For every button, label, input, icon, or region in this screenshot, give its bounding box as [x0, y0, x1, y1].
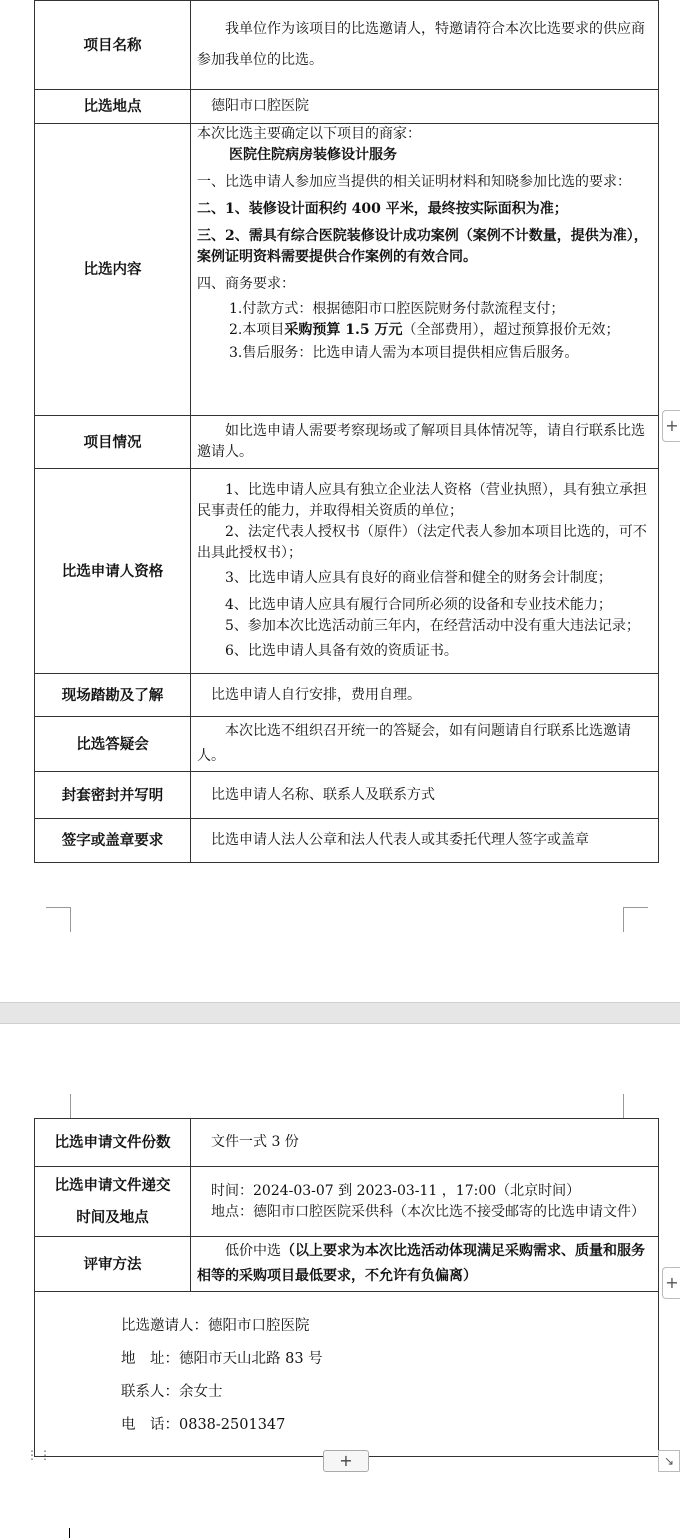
signature-text: 比选申请人法人公章和法人代表人或其委托代理人签字或盖章: [211, 832, 589, 848]
envelope-text: 比选申请人名称、联系人及联系方式: [211, 786, 435, 803]
label-evaluation: 评审方法: [35, 1237, 191, 1292]
qa-meeting-text: 本次比选不组织召开统一的答疑会，如有问题请自行联系比选邀请人。: [197, 723, 631, 764]
page-corner-mark: [623, 1094, 648, 1119]
inviter-address: 地 址：德阳市天山北路 83 号: [121, 1351, 323, 1367]
content-project-title: 医院住院病房装修设计服务: [229, 147, 397, 163]
project-name-text: 我单位作为该项目的比选邀请人，特邀请符合本次比选要求的供应商参加我单位的比选。: [197, 21, 645, 68]
submission-cell[interactable]: [191, 1167, 659, 1237]
qualification-6: 6、比选申请人具备有效的资质证书。: [225, 643, 458, 659]
label-content: 比选内容: [35, 124, 191, 416]
content-intro: 本次比选主要确定以下项目的商家：: [197, 126, 421, 142]
location-cell[interactable]: [191, 90, 659, 124]
qa-meeting-cell[interactable]: [191, 717, 659, 772]
table-resize-icon[interactable]: ↘: [658, 1450, 680, 1472]
procurement-table-2: [34, 1118, 659, 1457]
page-separator: [0, 1002, 680, 1024]
copies-cell[interactable]: [191, 1119, 659, 1167]
page-corner-mark: [46, 907, 71, 932]
location-text: 德阳市口腔医院: [211, 98, 309, 114]
content-req-2: 二、1、装修设计面积约 400 平米，最终按实际面积为准；: [197, 201, 568, 217]
label-project-status: 项目情况: [35, 416, 191, 469]
label-submission: [35, 1167, 191, 1237]
qualification-1: 1、比选申请人应具有独立企业法人资格（营业执照），具有独立承担民事责任的能力，并取得相关资质的单位；: [197, 482, 647, 519]
label-signature: 签字或盖章要求: [35, 819, 191, 863]
site-survey-text: 比选申请人自行安排，费用自理。: [211, 686, 421, 703]
inviter-name: 比选邀请人：德阳市口腔医院: [121, 1318, 310, 1334]
label-project-name: 项目名称: [35, 1, 191, 90]
content-payment: 1.付款方式：根据德阳市口腔医院财务付款流程支付；: [229, 301, 565, 317]
add-row-plus-icon[interactable]: +: [662, 410, 680, 442]
page-corner-mark: [46, 1094, 71, 1119]
content-budget: 2.本项目采购预算 1.5 万元（全部费用），超过预算报价无效；: [229, 322, 620, 338]
inviter-contact: 联系人：余女士: [121, 1384, 223, 1400]
project-name-cell[interactable]: [191, 1, 659, 90]
inviter-info-cell[interactable]: [35, 1292, 659, 1457]
add-row-plus-icon[interactable]: +: [662, 1267, 680, 1299]
text-cursor: [69, 1528, 70, 1538]
content-after-sales: 3.售后服务：比选申请人需为本项目提供相应售后服务。: [229, 345, 579, 361]
label-site-survey: 现场踏勘及了解: [35, 674, 191, 717]
label-location: 比选地点: [35, 90, 191, 124]
qualification-3: 3、比选申请人应具有良好的商业信誉和健全的财务会计制度；: [225, 570, 612, 586]
label-copies: 比选申请文件份数: [35, 1119, 191, 1167]
label-submission-line1: 比选申请文件递交: [54, 1176, 171, 1194]
evaluation-cell[interactable]: [191, 1237, 659, 1292]
content-req-3: 三、2、需具有综合医院装修设计成功案例（案例不计数量，提供为准），案例证明资料需要提供合作案例的有效合同。: [197, 228, 648, 265]
project-status-text: 如比选申请人需要考察现场或了解项目具体情况等，请自行联系比选邀请人。: [197, 423, 645, 460]
qualification-5: 5、参加本次比选活动前三年内，在经营活动中没有重大违法记录；: [225, 618, 640, 634]
evaluation-text: 低价中选（以上要求为本次比选活动体现满足采购需求、质量和服务相等的采购项目最低要求，不允许有负偏离）: [197, 1243, 645, 1284]
site-survey-cell[interactable]: [191, 674, 659, 717]
label-submission-line2: 时间及地点: [76, 1208, 149, 1226]
content-business-heading: 四、商务要求：: [197, 276, 295, 292]
content-req-1: 一、比选申请人参加应当提供的相关证明材料和知晓参加比选的要求：: [197, 174, 631, 190]
submission-place: 地点：德阳市口腔医院采供科（本次比选不接受邮寄的比选申请文件）: [211, 1203, 645, 1220]
envelope-cell[interactable]: [191, 772, 659, 819]
inviter-phone: 电 话：0838-2501347: [121, 1417, 286, 1433]
qualification-2: 2、法定代表人授权书（原件）（法定代表人参加本项目比选的，可不出具此授权书）；: [197, 524, 647, 561]
submission-time: 时间：2024-03-07 到 2023-03-11 ，17:00（北京时间）: [211, 1182, 581, 1199]
page-corner-mark: [623, 907, 648, 932]
signature-cell[interactable]: [191, 819, 659, 863]
label-envelope: 封套密封并写明: [35, 772, 191, 819]
procurement-table-1: [34, 0, 659, 863]
qualification-4: 4、比选申请人应具有履行合同所必须的设备和专业技术能力；: [225, 597, 612, 613]
label-qa-meeting: 比选答疑会: [35, 717, 191, 772]
content-cell[interactable]: [191, 124, 659, 416]
copies-text: 文件一式 3 份: [211, 1134, 299, 1150]
project-status-cell[interactable]: [191, 416, 659, 469]
table-drag-handle-icon[interactable]: ⋮⋮: [26, 1448, 52, 1462]
add-row-bottom-button[interactable]: +: [323, 1450, 369, 1472]
qualification-cell[interactable]: [191, 469, 659, 674]
label-qualification: 比选申请人资格: [35, 469, 191, 674]
